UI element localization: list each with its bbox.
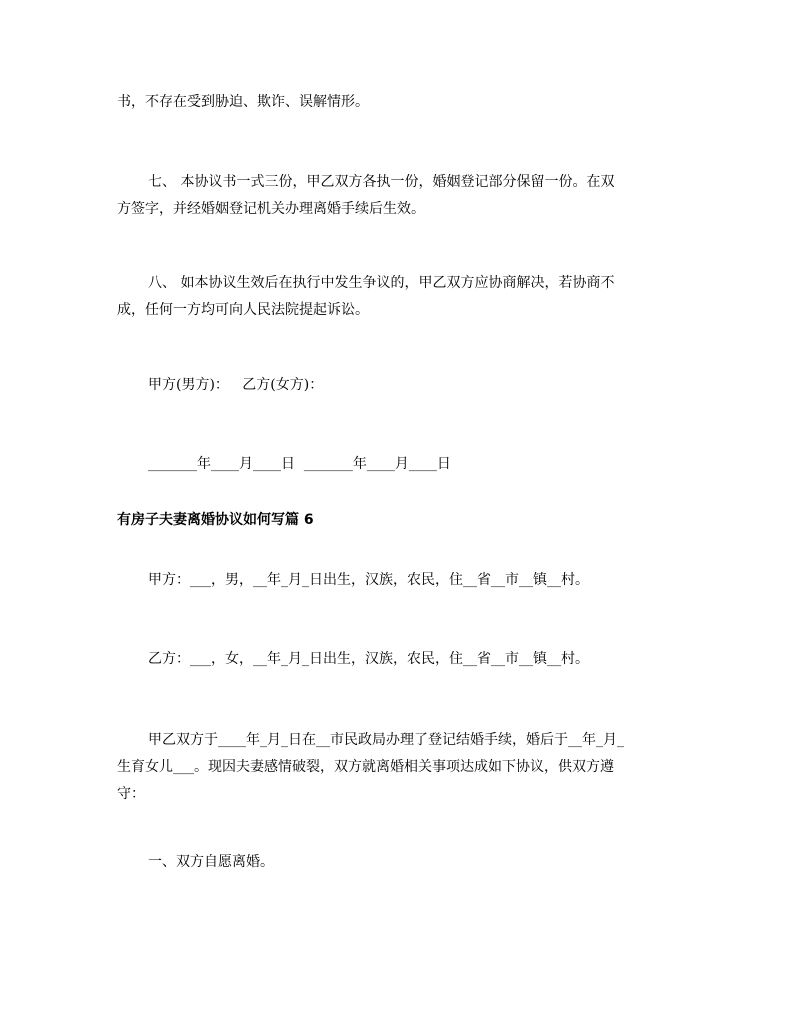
marriage-info-paragraph	[117, 727, 683, 808]
text-line: 甲方：___，男，__年_月_日出生，汉族，农民，住__省__市__镇__村。	[148, 572, 589, 588]
text-line: 七、 本协议书一式三份，甲乙双方各执一份，婚姻登记部分保留一份。在双	[148, 174, 615, 190]
text-line: 守：	[117, 786, 145, 802]
text-line: 甲乙双方于____年_月_日在__市民政局办理了登记结婚手续，婚后于__年_月_	[148, 732, 624, 748]
heading-text: 有房子夫妻离婚协议如何写篇 6	[117, 512, 314, 528]
text-line: 成，任何一方均可向人民法院提起诉讼。	[117, 302, 369, 318]
clause-seven	[117, 169, 683, 223]
party-b-info	[117, 646, 683, 673]
paragraph-continuation	[117, 89, 683, 116]
text-line: 一、双方自愿离婚。	[148, 854, 274, 870]
section-heading	[117, 507, 683, 534]
text-line: _______年____月____日 _______年____月____日	[148, 456, 451, 472]
party-a-info	[117, 567, 683, 594]
clause-eight	[117, 270, 683, 324]
signature-line	[117, 372, 683, 399]
date-line	[117, 451, 683, 478]
text-line: 生育女儿___。现因夫妻感情破裂，双方就离婚相关事项达成如下协议，供双方遵	[117, 759, 614, 775]
text-line: 甲方(男方)： 乙方(女方)：	[148, 377, 324, 393]
text-line: 书，不存在受到胁迫、欺诈、误解情形。	[117, 94, 369, 110]
clause-one	[117, 849, 683, 876]
text-line: 八、 如本协议生效后在执行中发生争议的，甲乙双方应协商解决，若协商不	[148, 275, 615, 291]
text-line: 方签字，并经婚姻登记机关办理离婚手续后生效。	[117, 201, 425, 217]
text-line: 乙方：___，女，__年_月_日出生，汉族，农民，住__省__市__镇__村。	[148, 651, 589, 667]
